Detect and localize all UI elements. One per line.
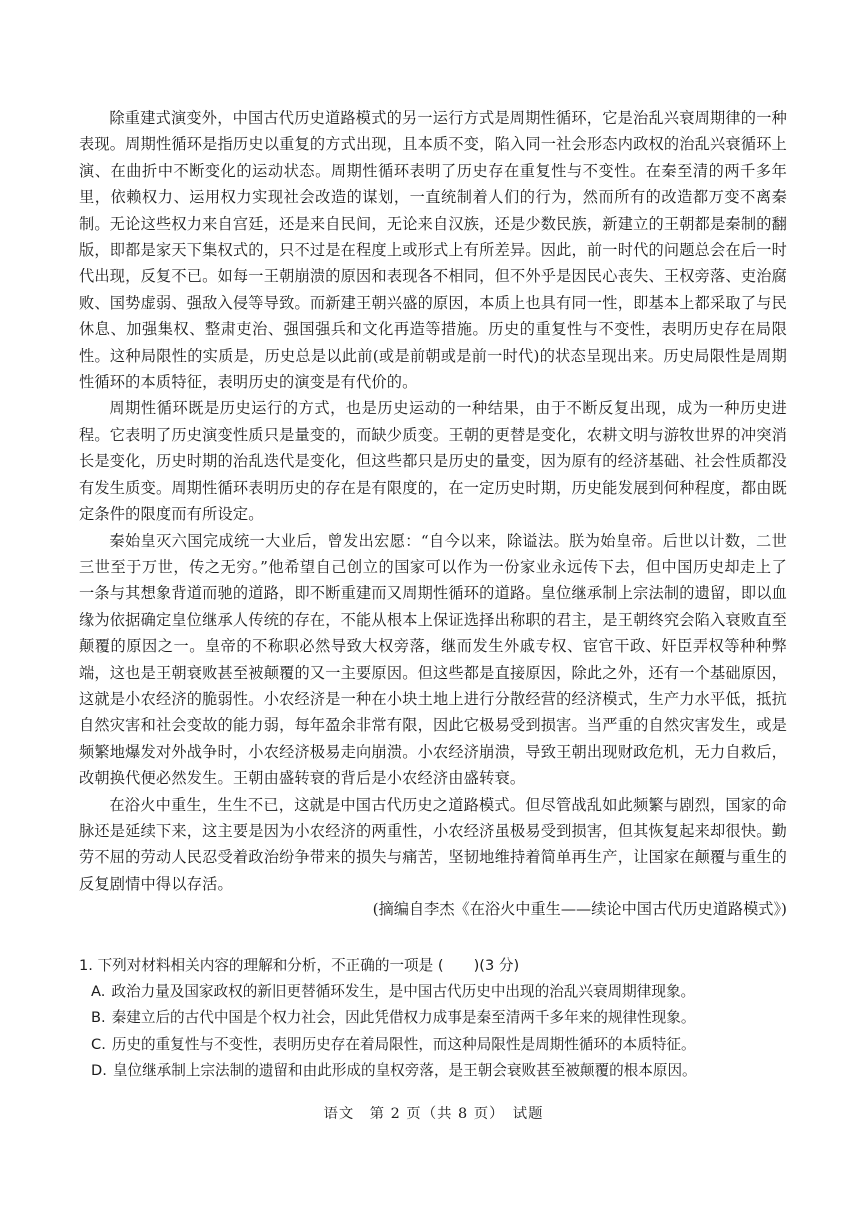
option-b — [79, 1005, 787, 1031]
option-c-letter: C. — [91, 1035, 106, 1053]
answer-options — [79, 979, 787, 1085]
option-b-letter: B. — [91, 1009, 106, 1027]
option-d-text: 皇位继承制上宗法制的遗留和由此形成的皇权旁落，是王朝会衰败甚至被颠覆的根本原因。 — [112, 1062, 697, 1080]
option-d — [79, 1058, 787, 1084]
reading-passage — [79, 105, 787, 897]
option-c-text: 历史的重复性与不变性，表明历史存在着局限性，而这种局限性是周期性循环的本质特征。 — [111, 1035, 696, 1053]
option-a — [79, 979, 787, 1005]
question-number: 1. — [79, 957, 93, 974]
question-stem — [79, 953, 787, 979]
option-a-text: 政治力量及国家政权的新旧更替循环发生，是中国古代历史中出现的治乱兴衰周期律现象。 — [111, 983, 696, 1000]
passage-paragraph-1: 除重建式演变外，中国古代历史道路模式的另一运行方式是周期性循环，它是治乱兴衰周期律的一种表现。周期性循环是指历史以重复的方式出现，且本质不变，陷入同一社会形态内政权的治乱兴衰循环上演、在曲折中不断变化的运动状态。周期性循环表明了历史存在重复性与不变性。在秦至清的两千多年里，依赖权力、运用权力实现社会改造的谋划，一直统制着人们的行为，然而所有的改造都万变不离秦制。无论这些权力来自宫廷，还是来自民间，无论来自汉族，还是少数民族，新建立的王朝都是秦制的翻版，即都是家天下集权式的，只不过是在程度上或形式上有所差异。因此，前一时代的问题总会在后一时代出现，反复不已。如每一王朝崩溃的原因和表现各不相同，但不外乎是因民心丧失、王权旁落、吏治腐败、国势虚弱、强敌入侵等导致。而新建王朝兴盛的原因，本质上也具有同一性，即基本上都采取了与民休息、加强集权、整肃吏治、强国强兵和文化再造等措施。历史的重复性与不变性，表明历史存在局限性。这种局限性的实质是，历史总是以此前(或是前朝或是前一时代)的状态呈现出来。历史局限性是周期性循环的本质特征，表明历史的演变是有代价的。 — [79, 109, 787, 392]
option-a-letter: A. — [91, 983, 106, 1000]
page-footer: 语文 第 2 页（共 8 页） 试题 — [323, 1106, 544, 1122]
question-1 — [79, 953, 787, 1085]
question-score: )(3 分) — [473, 957, 520, 974]
question-stem-text: 下列对材料相关内容的理解和分析，不正确的一项是 ( — [97, 957, 444, 974]
passage-paragraph-4: 在浴火中重生，生生不已，这就是中国古代历史之道路模式。但尽管战乱如此频繁与剧烈，国家的命脉还是延续下来，这主要是因为小农经济的两重性，小农经济虽极易受到损害，但其恢复起来却很快。勤劳不屈的劳动人民忍受着政治纷争带来的损失与痛苦，坚韧地维持着简单再生产，让国家在颠覆与重生的反复剧情中得以存活。 — [79, 795, 787, 893]
option-b-text: 秦建立后的古代中国是个权力社会，因此凭借权力成事是秦至清两千多年来的规律性现象。 — [111, 1009, 696, 1027]
passage-source: (摘编自李杰《在浴火中重生——续论中国古代历史道路模式》) — [372, 900, 787, 918]
passage-paragraph-3: 秦始皇灭六国完成统一大业后，曾发出宏愿：“自今以来，除谥法。朕为始皇帝。后世以计数，二世三世至于万世，传之无穷。”他希望自己创立的国家可以作为一份家业永远传下去，但中国历史却走上了一条与其想象背道而驰的道路，即不断重建而又周期性循环的道路。皇位继承制上宗法制的遗留，即以血缘为依据确定皇位继承人传统的存在，不能从根本上保证选择出称职的君主，是王朝终究会陷入衰败直至颠覆的原因之一。皇帝的不称职必然导致大权旁落，继而发生外戚专权、宦官干政、奸臣弄权等种种弊端，这也是王朝衰败甚至被颠覆的又一主要原因。但这些都是直接原因，除此之外，还有一个基础原因，这就是小农经济的脆弱性。小农经济是一种在小块土地上进行分散经营的经济模式，生产力水平低，抵抗自然灾害和社会变故的能力弱，每年盈余非常有限，因此它极易受到损害。当严重的自然灾害发生，或是频繁地爆发对外战争时，小农经济极易走向崩溃。小农经济崩溃，导致王朝出现财政危机，无力自救后，改朝换代便必然发生。王朝由盛转衰的背后是小农经济由盛转衰。 — [79, 531, 787, 788]
option-c — [79, 1032, 787, 1058]
passage-paragraph-2: 周期性循环既是历史运行的方式，也是历史运动的一种结果，由于不断反复出现，成为一种历史进程。它表明了历史演变性质只是量变的，而缺少质变。王朝的更替是变化，农耕文明与游牧世界的冲突消长是变化，历史时期的治乱迭代是变化，但这些都只是历史的量变，因为原有的经济基础、社会性质都没有发生质变。周期性循环表明历史的存在是有限度的，在一定历史时期，历史能发展到何种程度，都由既定条件的限度而有所设定。 — [79, 399, 787, 524]
option-d-letter: D. — [91, 1062, 107, 1080]
